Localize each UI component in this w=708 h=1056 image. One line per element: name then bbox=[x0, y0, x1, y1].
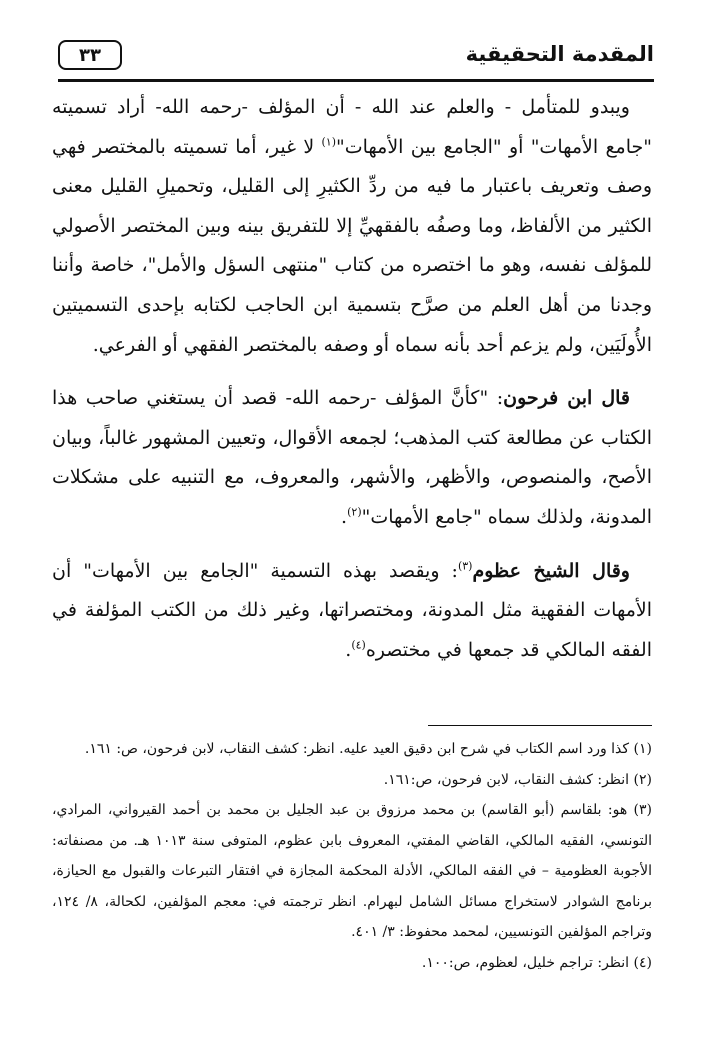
page-number: ٣٣ bbox=[79, 45, 101, 66]
footnote-ref: (٣) bbox=[457, 559, 473, 573]
paragraph-text: : "كأنَّ المؤلف -رحمه الله- قصد أن يستغني صاحب هذا الكتاب عن مطالعة كتب المذهب؛ لجمعه الأقوال، وتعيين المشهور غالباً، وبيان الأصح، والمنصوص، والأظهر، والأشهر، والمعروف، مع التنبيه على مشكلات المدونة، ولذلك سماه "جامع الأمهات" bbox=[52, 387, 652, 528]
footnotes bbox=[52, 734, 652, 978]
paragraph-text: . bbox=[341, 505, 348, 528]
footnote-ref: (١) bbox=[321, 135, 336, 149]
running-title: المقدمة التحقيقية bbox=[465, 42, 654, 66]
footnote-number: (٢) bbox=[633, 771, 652, 788]
paragraph-text: لا غير، أما تسميته بالمختصر فهي وصف وتعريف باعتبار ما فيه من ردِّ الكثيرِ إلى القليل، وتحميلِ القليل معنى الكثير من الألفاظ، وما وصفُه بالفقهيِّ إلا للتفريق بينه وبين المختصر الأصولي للمؤلف نفسه، وهو ما اختصره من كتاب "منتهى السؤل والأمل"، خاصة وأننا وجدنا من أهل العلم من صرَّح بتسمية ابن الحاجب لكتابه بإحدى التسميتين الأُولَيَين، ولم يزعم أحد بأنه سماه أو وصفه بالمختصر الفقهي أو الفرعي. bbox=[52, 135, 652, 356]
footnote bbox=[52, 795, 652, 948]
footnote-number: (١) bbox=[633, 741, 652, 757]
paragraph-text: ويبدو للمتأمل - والعلم عند الله - أن المؤلف -رحمه الله- أراد تسميته "جامع الأمهات" أو "الجامع بين الأمهات" bbox=[52, 96, 653, 158]
paragraph bbox=[52, 88, 652, 365]
header-rule bbox=[58, 79, 654, 82]
page-number-box bbox=[58, 40, 122, 70]
footnote-text: هو: بلقاسم (أبو القاسم) بن محمد مرزوق بن عبد الجليل بن محمد بن أحمد القيرواني، المرادي، التونسي، الفقيه المالكي، القاضي المفتي، المعروف بابن عظوم، المتوفى سنة ١٠١٣ هـ. من مصنفاته: الأجوبة العظومية – في الفقه المالكي، الأدلة المحكمة المجازة في افتقار التبرعات والقبول مع الحيازة، برنامج الشوادر لاستخراج مسائل الشامل لبهرام. انظر ترجمته في: معجم المؤلفين، لكحالة، ٨/ ١٢٤، وتراجم المؤلفين التونسيين، لمحمد محفوظ: ٣/ ٤٠١. bbox=[52, 802, 652, 940]
footnote-text: كذا ورد اسم الكتاب في شرح ابن دقيق العيد عليه. انظر: كشف النقاب، لابن فرحون، ص: ١٦١. bbox=[84, 741, 634, 757]
paragraph bbox=[52, 552, 652, 671]
paragraph-text: : ويقصد بهذه التسمية "الجامع بين الأمهات" أن الأمهات الفقهية مثل المدونة، ومختصراتها، وغير ذلك من الكتب المؤلفة في الفقه المالكي قد جمعها في مختصره bbox=[52, 559, 652, 661]
main-text bbox=[52, 88, 652, 670]
footnote-number: (٣) bbox=[633, 802, 652, 818]
paragraph-text: . bbox=[345, 638, 352, 661]
footnote-ref: (٤) bbox=[351, 638, 366, 652]
footnote-text: انظر: تراجم خليل، لعظوم، ص:١٠٠. bbox=[421, 954, 634, 971]
footnote-text: انظر: كشف النقاب، لابن فرحون، ص:١٦١. bbox=[383, 771, 634, 788]
footnote-separator bbox=[428, 725, 652, 726]
running-header bbox=[58, 38, 654, 88]
footnote-ref: (٢) bbox=[347, 505, 362, 519]
footnote bbox=[52, 765, 652, 796]
paragraph bbox=[52, 379, 652, 537]
footnote-number: (٤) bbox=[633, 954, 652, 971]
footnote bbox=[52, 734, 652, 765]
footnote bbox=[52, 948, 652, 979]
paragraph-lead: قال ابن فرحون bbox=[503, 387, 631, 410]
paragraph-lead: وقال الشيخ عظوم bbox=[472, 559, 630, 582]
